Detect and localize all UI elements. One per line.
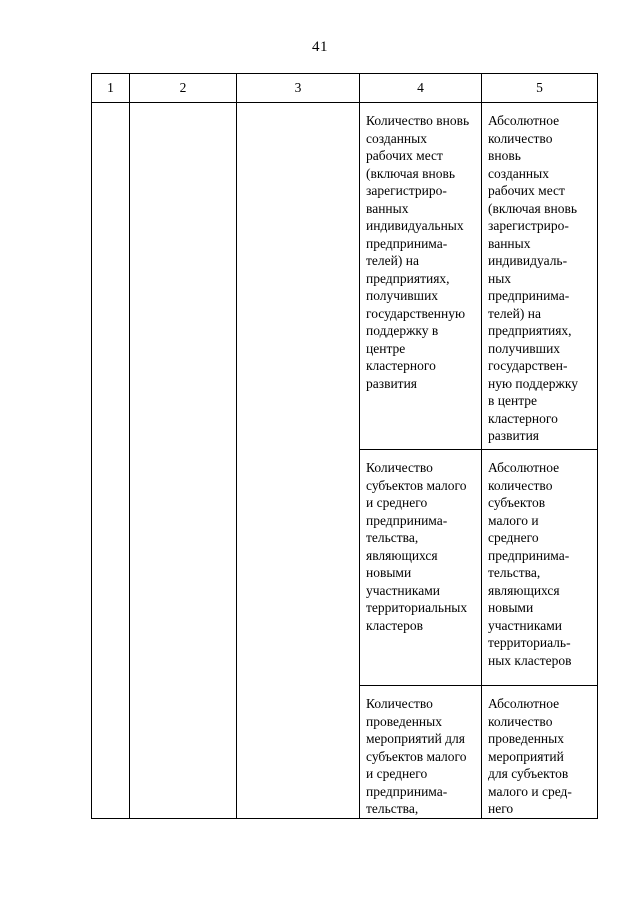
col3-cell: [237, 103, 360, 819]
indicator-definition-text: Абсолютное количество проведенных мероприятий для субъектов малого и сред- него: [488, 696, 572, 816]
column-header-1: 1: [92, 74, 130, 103]
column-header-3: 3: [237, 74, 360, 103]
column-header-5: 5: [482, 74, 598, 103]
indicator-name-text: Количество вновь созданных рабочих мест (включая вновь зарегистриро- ванных индивидуальных предпринима- телей) на предприятиях, получивших государственную поддержку в центре кластерного развития: [366, 113, 470, 391]
indicator-definition-cell: [482, 686, 598, 819]
indicator-name-text: Количество проведенных мероприятий для субъектов малого и среднего предпринима- тельства,: [366, 696, 467, 816]
indicator-definition-cell: [482, 450, 598, 686]
indicator-definition-cell: [482, 103, 598, 450]
indicator-name-cell: [360, 686, 482, 819]
indicator-name-cell: [360, 450, 482, 686]
table-row: [92, 103, 598, 450]
column-header-2: 2: [130, 74, 237, 103]
indicators-table: [91, 73, 598, 819]
indicator-definition-text: Абсолютное количество субъектов малого и среднего предпринима- тельства, являющихся новыми участниками территориаль- ных кластеров: [488, 460, 572, 668]
indicator-name-cell: [360, 103, 482, 450]
page-number: 41: [312, 39, 328, 55]
col1-cell: [92, 103, 130, 819]
column-header-4: 4: [360, 74, 482, 103]
col2-cell: [130, 103, 237, 819]
table-header-row: [92, 74, 598, 103]
indicator-name-text: Количество субъектов малого и среднего предпринима- тельства, являющихся новыми участниками территориальных кластеров: [366, 460, 468, 633]
indicator-definition-text: Абсолютное количество вновь созданных рабочих мест (включая вновь зарегистриро- ванных индивидуаль- ных предпринима- телей) на предприятиях, получивших государствен- ную поддержку в центре кластерного развития: [488, 113, 578, 443]
